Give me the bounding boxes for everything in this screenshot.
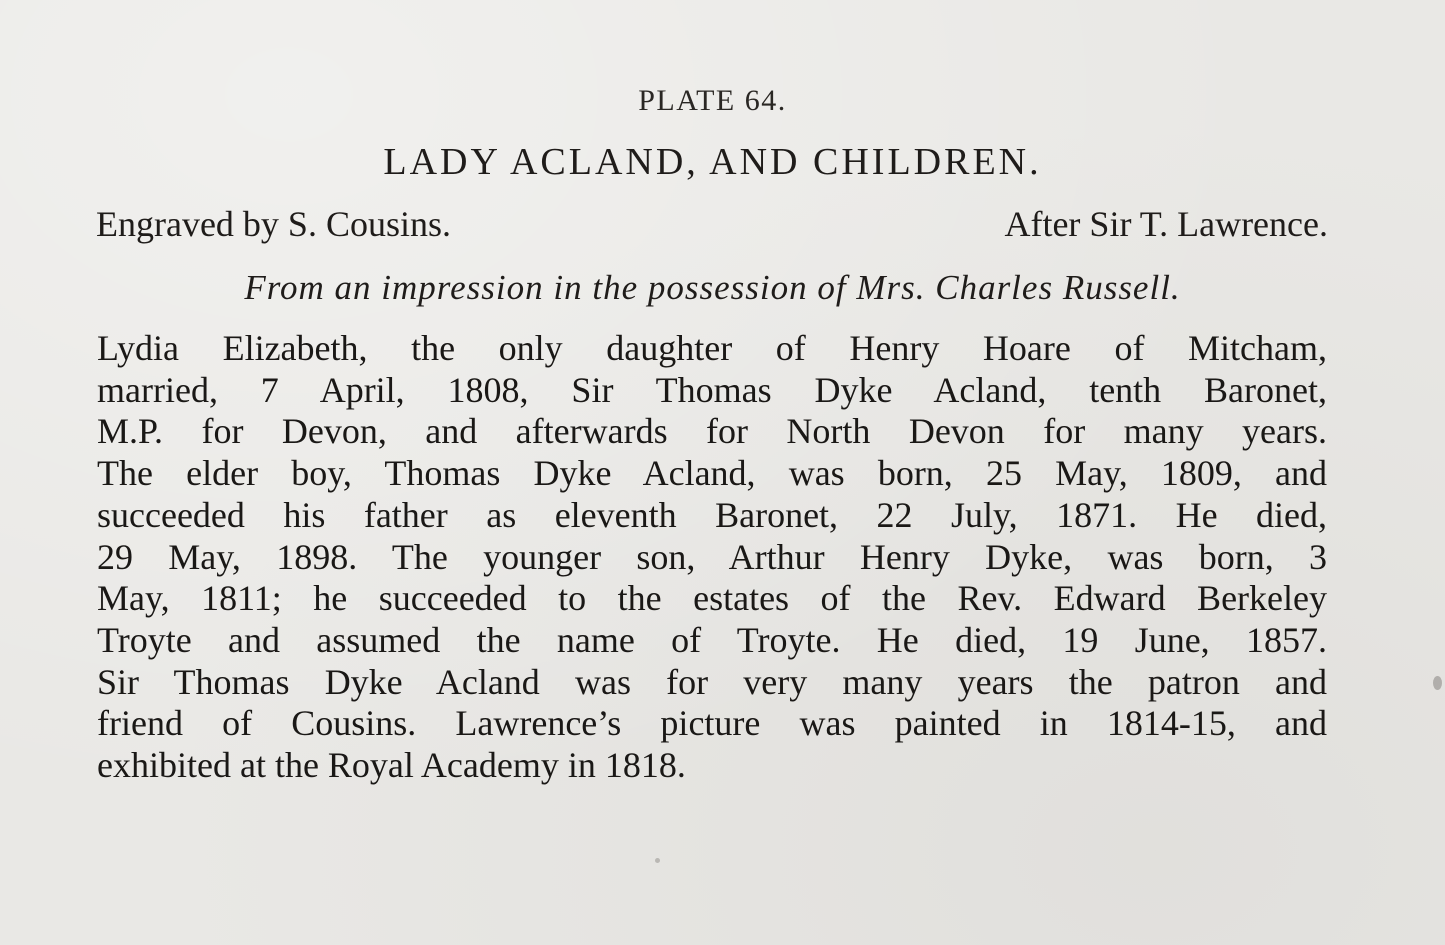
description-line: M.P. for Devon, and afterwards for North Devon for many years. xyxy=(97,411,1327,452)
description-line: married, 7 April, 1808, Sir Thomas Dyke Acland, tenth Baronet, xyxy=(97,369,1327,410)
description-line: friend of Cousins. Lawrence’s picture was painted in 1814-15, and xyxy=(97,703,1327,744)
paper-speck xyxy=(1433,676,1442,690)
engraver-credit: Engraved by S. Cousins. xyxy=(96,204,451,244)
description-line: Troyte and assumed the name of Troyte. He died, 19 June, 1857. xyxy=(97,619,1327,660)
description-line: The elder boy, Thomas Dyke Acland, was born, 25 May, 1809, and xyxy=(97,453,1327,494)
provenance-note: From an impression in the possession of Mrs. Charles Russell. xyxy=(244,268,1181,307)
description-line: May, 1811; he succeeded to the estates of the Rev. Edward Berkeley xyxy=(97,578,1327,619)
plate-number: PLATE 64. xyxy=(638,84,787,117)
description-line: succeeded his father as eleventh Baronet, 22 July, 1871. He died, xyxy=(97,494,1327,535)
credit-row xyxy=(96,203,1328,245)
paper-speck xyxy=(655,858,660,863)
plate-title: LADY ACLAND, AND CHILDREN. xyxy=(383,141,1042,183)
description-line: exhibited at the Royal Academy in 1818. xyxy=(97,745,686,786)
painter-credit: After Sir T. Lawrence. xyxy=(1004,204,1328,244)
description-line: 29 May, 1898. The younger son, Arthur Henry Dyke, was born, 3 xyxy=(97,536,1327,577)
description-line: Sir Thomas Dyke Acland was for very many years the patron and xyxy=(97,661,1327,702)
description-paragraph xyxy=(97,328,1327,787)
description-line: Lydia Elizabeth, the only daughter of Henry Hoare of Mitcham, xyxy=(97,328,1327,368)
